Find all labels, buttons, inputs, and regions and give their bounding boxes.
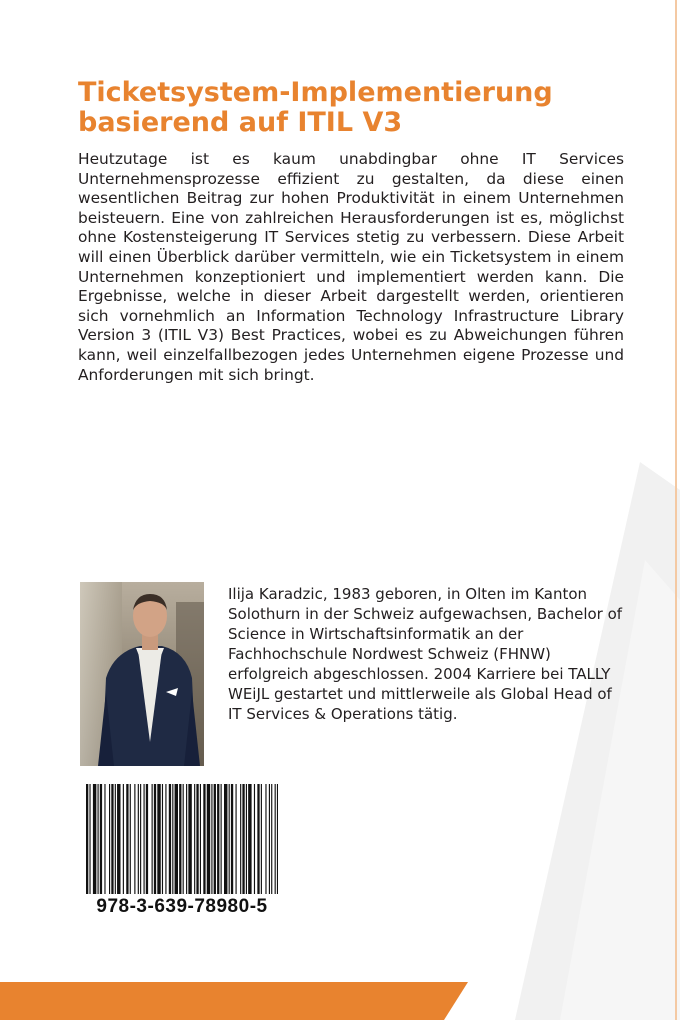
author-photo bbox=[80, 582, 204, 766]
bottom-orange-band bbox=[0, 982, 680, 1020]
barcode-bars bbox=[86, 784, 278, 894]
isbn-number: 978-3-639-78980-5 bbox=[96, 896, 268, 917]
isbn-barcode bbox=[80, 780, 284, 926]
book-abstract: Heutzutage ist es kaum unabdingbar ohne IT Services Unternehmensprozesse effizient zu gestalten, da diese einen wesentlichen Beitrag zur hohen Produktivität in einem Unternehmen beisteuern. Eine von zahlreichen Herausforderungen ist es, möglichst ohne Kostensteigerung IT Services stetig zu verbessern. Diese Arbeit will einen Überblick darüber vermitteln, wie ein Ticketsystem in einem Unternehmen konzeptioniert und implementiert werden kann. Die Ergebnisse, welche in dieser Arbeit dargestellt werden, orientieren sich vornehmlich an Information Technology Infrastructure Library Version 3 (ITIL V3) Best Practices, wobei es zu Abweichungen führen kann, weil einzelfallbezogen jedes Unternehmen eigene Prozesse und Anforderungen mit sich bringt. bbox=[78, 150, 624, 384]
author-bio: Ilija Karadzic, 1983 geboren, in Olten im Kanton Solothurn in der Schweiz aufgewachsen, Bachelor of Science in Wirtschaftsinformatik an der Fachhochschule Nordwest Schweiz (FHNW) erfolgreich abgeschlossen. 2004 Karriere bei TALLY WEiJL gestartet und mittlerweile als Global Head of IT Services & Operations tätig. bbox=[228, 585, 623, 723]
book-title: Ticketsystem-Implementierung basierend auf ITIL V3 bbox=[78, 77, 553, 138]
